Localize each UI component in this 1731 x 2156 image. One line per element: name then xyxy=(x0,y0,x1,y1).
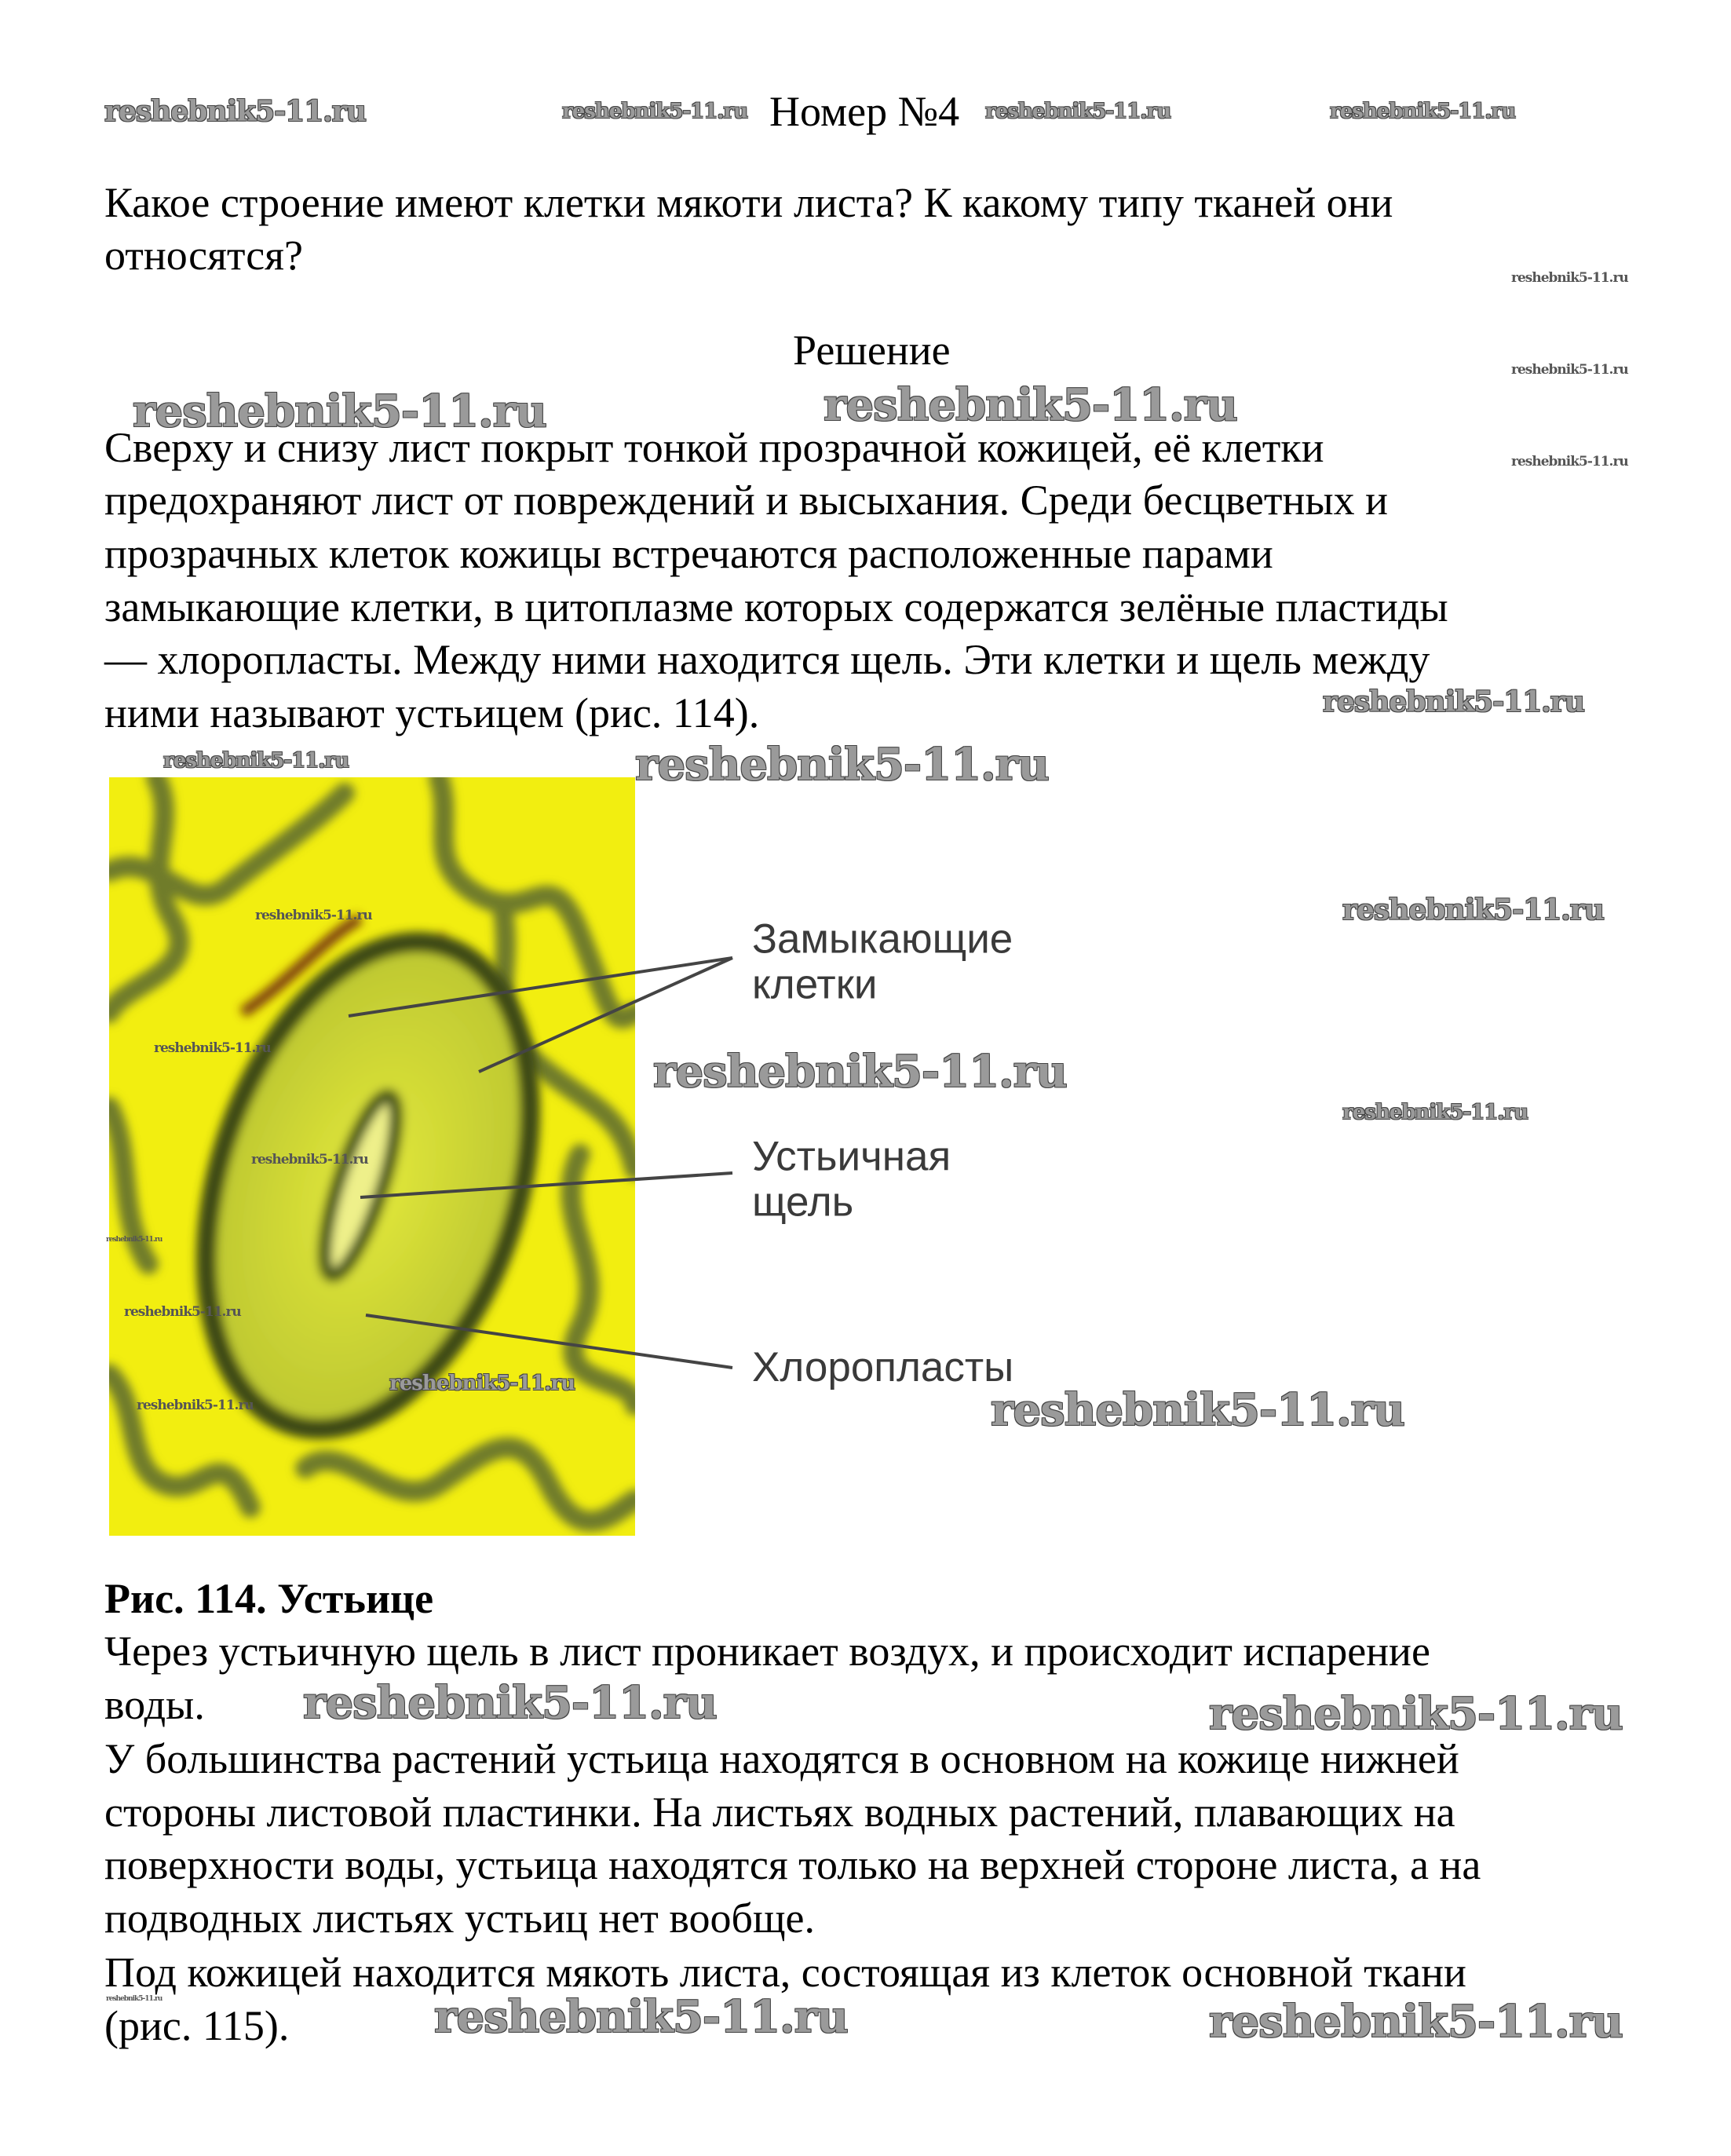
stoma-illustration xyxy=(109,777,635,1536)
label-line: клетки xyxy=(752,962,878,1008)
question-line: Какое строение имеют клетки мякоти листа? К какому типу тканей они xyxy=(104,179,1393,226)
watermark: reshebnik5-11.ru xyxy=(434,1991,848,2043)
watermark: reshebnik5-11.ru xyxy=(1323,685,1584,718)
watermark: reshebnik5-11.ru xyxy=(562,100,748,123)
watermark: reshebnik5-11.ru xyxy=(824,379,1237,431)
text-line: предохраняют лист от повреждений и высыхания. Среди бесцветных и xyxy=(104,477,1389,524)
watermark: reshebnik5-11.ru xyxy=(653,1046,1067,1098)
stoma-micrograph xyxy=(109,777,635,1536)
text-line: подводных листьях устьиц нет вообще. xyxy=(104,1895,816,1942)
text-line: У большинства растений устьица находятся в основном на кожице нижней xyxy=(104,1735,1459,1782)
watermark: reshebnik5-11.ru xyxy=(1511,270,1628,286)
watermark: reshebnik5-11.ru xyxy=(1511,362,1628,378)
text-line: ними называют устьицем (рис. 114). xyxy=(104,689,760,736)
watermark: reshebnik5-11.ru xyxy=(251,1152,368,1168)
label-line: Замыкающие xyxy=(752,915,1013,963)
text-line: стороны листовой пластинки. На листьях водных растений, плавающих на xyxy=(104,1789,1455,1836)
watermark: reshebnik5-11.ru xyxy=(163,749,349,773)
text-line: Через устьичную щель в лист проникает воздух, и происходит испарение xyxy=(104,1628,1430,1675)
label-chloroplasts: Хлоропласты xyxy=(752,1343,1014,1390)
label-line: Устьичная xyxy=(752,1133,951,1180)
figure-caption: Рис. 114. Устьице xyxy=(104,1575,434,1622)
watermark: reshebnik5-11.ru xyxy=(154,1040,271,1056)
watermark: reshebnik5-11.ru xyxy=(137,1398,254,1413)
watermark: reshebnik5-11.ru xyxy=(255,908,372,923)
watermark: reshebnik5-11.ru xyxy=(991,1384,1404,1436)
watermark: reshebnik5-11.ru xyxy=(303,1677,717,1729)
watermark: reshebnik5-11.ru xyxy=(1209,1996,1623,2048)
watermark: reshebnik5-11.ru xyxy=(389,1372,575,1395)
watermark: reshebnik5-11.ru xyxy=(1511,454,1628,470)
watermark: reshebnik5-11.ru xyxy=(1342,1101,1528,1124)
watermark: reshebnik5-11.ru xyxy=(104,95,366,128)
text-line: Сверху и снизу лист покрыт тонкой прозрачной кожицей, её клетки xyxy=(104,424,1324,471)
text-line: прозрачных клеток кожицы встречаются расположенные парами xyxy=(104,530,1273,577)
watermark: reshebnik5-11.ru xyxy=(106,1995,163,2003)
text-line: воды. xyxy=(104,1681,205,1728)
text-line: — хлоропласты. Между ними находится щель. Эти клетки и щель между xyxy=(104,636,1430,683)
text-line: замыкающие клетки, в цитоплазме которых содержатся зелёные пластиды xyxy=(104,583,1448,630)
watermark: reshebnik5-11.ru xyxy=(985,100,1171,123)
watermark: reshebnik5-11.ru xyxy=(1342,893,1604,926)
label-stomatal-slit xyxy=(752,1135,951,1226)
watermark: reshebnik5-11.ru xyxy=(1209,1688,1623,1740)
label-line: щель xyxy=(752,1179,854,1226)
watermark: reshebnik5-11.ru xyxy=(133,386,546,437)
page-title: Номер №4 xyxy=(769,88,960,135)
text-line: (рис. 115). xyxy=(104,2002,290,2049)
text-line: поверхности воды, устьица находятся только на верхней стороне листа, а на xyxy=(104,1841,1481,1888)
solution-heading: Решение xyxy=(793,327,951,374)
label-guard-cells xyxy=(752,917,1013,1009)
question-line: относятся? xyxy=(104,232,303,279)
watermark: reshebnik5-11.ru xyxy=(635,739,1049,791)
watermark: reshebnik5-11.ru xyxy=(124,1304,241,1320)
text-line: Под кожицей находится мякоть листа, состоящая из клеток основной ткани xyxy=(104,1949,1466,1996)
watermark: reshebnik5-11.ru xyxy=(106,1236,163,1244)
watermark: reshebnik5-11.ru xyxy=(1330,100,1516,123)
